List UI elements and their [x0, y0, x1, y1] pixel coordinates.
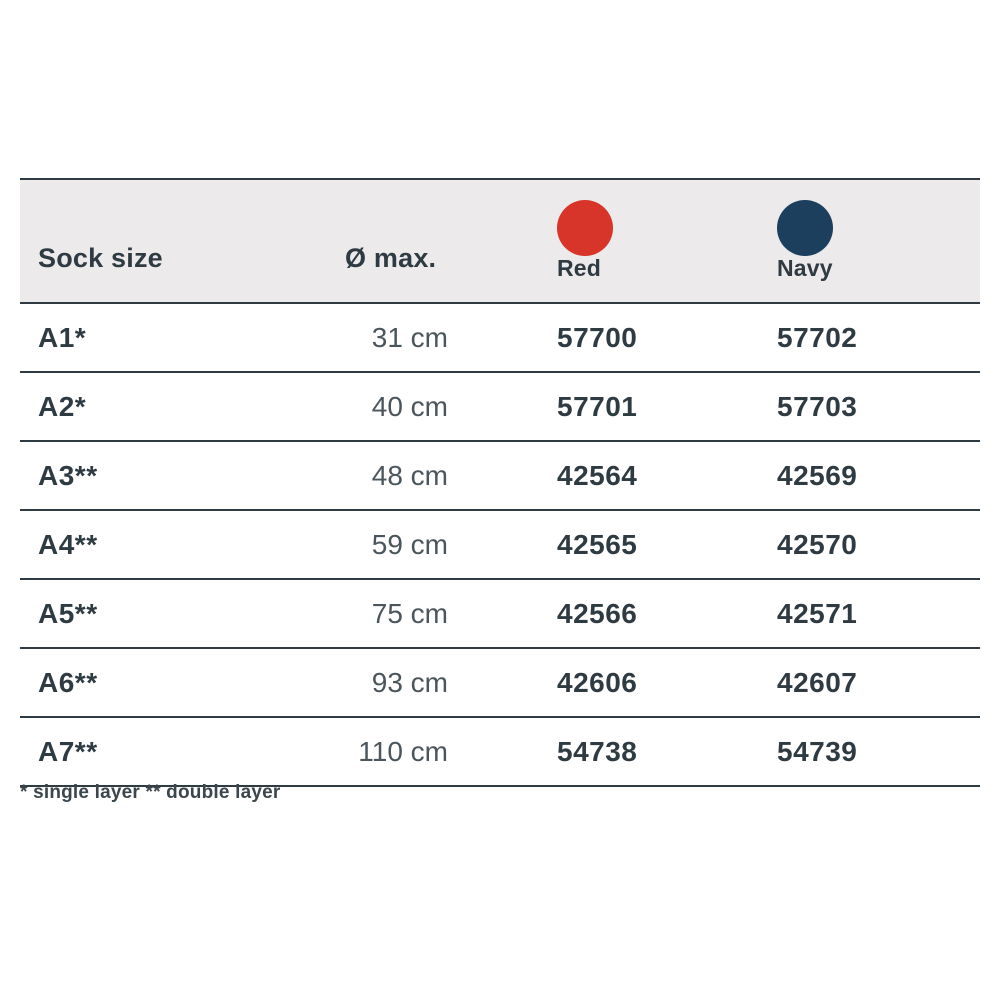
cell-sock-size: A3** — [20, 441, 345, 510]
cell-sock-size: A1* — [20, 303, 345, 372]
column-header-red — [545, 179, 765, 303]
cell-diameter: 40 cm — [345, 372, 545, 441]
cell-red-code: 57701 — [545, 372, 765, 441]
table-footnote: * single layer ** double layer — [20, 782, 281, 803]
sock-size-table-container — [20, 178, 980, 787]
table-row — [20, 579, 980, 648]
table-row — [20, 372, 980, 441]
cell-sock-size: A5** — [20, 579, 345, 648]
cell-sock-size: A2* — [20, 372, 345, 441]
column-header-sock-size — [20, 179, 345, 303]
cell-red-code: 42566 — [545, 579, 765, 648]
cell-red-code: 42565 — [545, 510, 765, 579]
cell-navy-code: 42571 — [765, 579, 980, 648]
cell-sock-size: A4** — [20, 510, 345, 579]
table-header-row — [20, 179, 980, 303]
cell-sock-size: A7** — [20, 717, 345, 786]
column-header-sock-size-label: Sock size — [38, 243, 163, 273]
cell-diameter: 59 cm — [345, 510, 545, 579]
navy-color-swatch-icon — [777, 200, 833, 256]
cell-diameter: 110 cm — [345, 717, 545, 786]
table-row — [20, 441, 980, 510]
cell-diameter: 93 cm — [345, 648, 545, 717]
table-body — [20, 303, 980, 786]
cell-navy-code: 57702 — [765, 303, 980, 372]
cell-navy-code: 57703 — [765, 372, 980, 441]
table-header — [20, 179, 980, 303]
red-color-swatch-icon — [557, 200, 613, 256]
column-header-navy-label: Navy — [777, 255, 833, 281]
cell-diameter: 48 cm — [345, 441, 545, 510]
cell-navy-code: 54739 — [765, 717, 980, 786]
column-header-diameter-label: Ø max. — [345, 243, 437, 273]
cell-diameter: 75 cm — [345, 579, 545, 648]
cell-red-code: 57700 — [545, 303, 765, 372]
table-row — [20, 303, 980, 372]
cell-sock-size: A6** — [20, 648, 345, 717]
column-header-navy — [765, 179, 980, 303]
cell-navy-code: 42607 — [765, 648, 980, 717]
column-header-red-label: Red — [557, 255, 602, 281]
cell-diameter: 31 cm — [345, 303, 545, 372]
cell-red-code: 54738 — [545, 717, 765, 786]
cell-navy-code: 42570 — [765, 510, 980, 579]
table-row — [20, 717, 980, 786]
cell-red-code: 42606 — [545, 648, 765, 717]
cell-navy-code: 42569 — [765, 441, 980, 510]
table-row — [20, 510, 980, 579]
table-row — [20, 648, 980, 717]
sock-size-table — [20, 178, 980, 787]
column-header-diameter — [345, 179, 545, 303]
cell-red-code: 42564 — [545, 441, 765, 510]
